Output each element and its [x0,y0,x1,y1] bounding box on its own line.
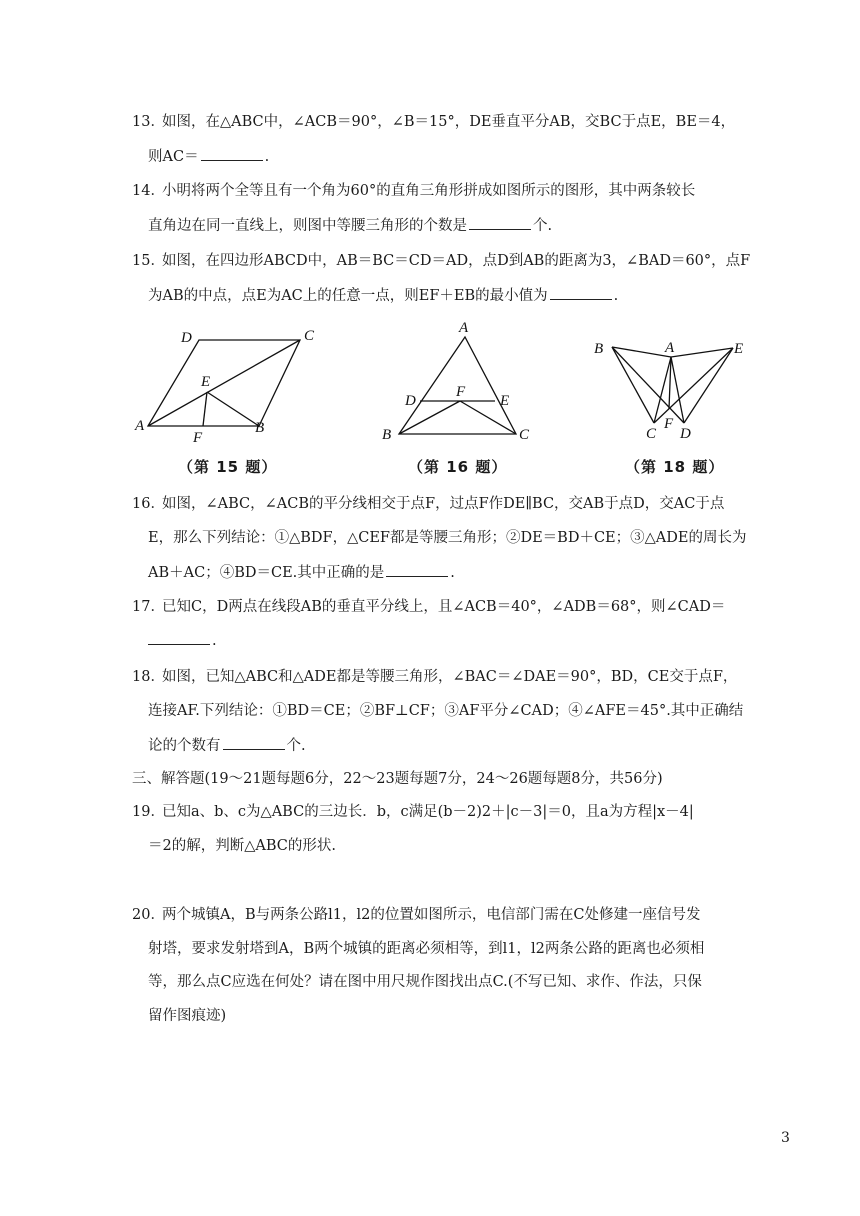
question-text: ＝2的解，判断△ABC的形状. [148,838,336,854]
question-number: 14． [132,183,165,199]
question-text: 小明将两个全等且有一个角为60°的直角三角形拼成如图所示的图形，其中两条较长 [162,183,696,199]
question-text: . [264,149,270,165]
question-number: 13． [132,114,165,130]
question-text: 射塔，要求发射塔到A，B两个城镇的距离必须相等，到l1，l2两条公路的距离也必须相 [148,941,705,957]
section-title: 三、解答题(19～21题每题6分，22～23题每题7分，24～26题每题8分，共56分) [132,771,663,787]
question-text: . [450,565,455,581]
label-B: B [255,420,265,436]
label-F: F [456,384,466,400]
answer-blank[interactable] [550,285,612,300]
question-number: 15． [132,253,165,269]
label-D: D [181,330,192,346]
question-text: . [613,288,619,304]
question-text: AB＋AC；④BD＝CE.其中正确的是 [148,565,385,581]
figure-16-caption: （第 16 题） [408,458,508,476]
figure-15-caption: （第 15 题） [178,458,278,476]
question-text: 连接AF.下列结论：①BD＝CE；②BF⊥CF；③AF平分∠CAD；④∠AFE＝45°.其中正确结 [148,703,744,719]
figure-18 [588,332,758,447]
answer-blank[interactable] [201,146,263,161]
label-A: A [459,320,469,336]
question-text: 直角边在同一直线上，则图中等腰三角形的个数是 [148,218,467,234]
question-number: 16． [132,496,165,512]
figure-18-caption: （第 18 题） [625,458,725,476]
question-text: 两个城镇A，B与两条公路l1，l2的位置如图所示，电信部门需在C处修建一座信号发 [162,907,701,923]
question-text: E，那么下列结论：①△BDF，△CEF都是等腰三角形；②DE＝BD＋CE；③△ADE的周长为 [148,530,747,546]
question-text: 如图，在△ABC中，∠ACB＝90°，∠B＝15°，DE垂直平分AB，交BC于点E，BE＝4， [162,114,736,130]
label-A: A [665,340,675,356]
question-text: 为AB的中点，点E为AC上的任意一点，则EF＋EB的最小值为 [148,288,548,304]
label-A: A [135,418,145,434]
question-text: 则AC＝ [148,149,199,165]
question-text: 已知C，D两点在线段AB的垂直平分线上，且∠ACB＝40°，∠ADB＝68°，则∠CAD＝ [162,599,726,615]
answer-blank[interactable] [223,735,285,750]
question-text: 个. [286,738,306,754]
question-text: 如图，∠ABC，∠ACB的平分线相交于点F，过点F作DE∥BC，交AB于点D，交AC于点 [162,496,725,512]
label-C: C [304,328,315,344]
figure-15 [125,318,325,448]
label-E: E [734,341,744,357]
question-text: 等，那么点C应选在何处？请在图中用尺规作图找出点C.(不写已知、求作、作法，只保 [148,974,702,990]
answer-blank[interactable] [386,562,448,577]
label-D: D [680,426,691,442]
question-text: . [212,633,217,649]
answer-blank[interactable] [148,630,210,645]
question-text: 个. [533,218,553,234]
question-text: 论的个数有 [148,738,221,754]
question-number: 17． [132,599,165,615]
page-number: 3 [781,1130,790,1146]
question-number: 18． [132,669,165,685]
label-C: C [519,427,530,443]
question-text: 已知a、b、c为△ABC的三边长．b，c满足(b－2)2＋|c－3|＝0，且a为方程|x－4| [162,804,694,820]
label-B: B [594,341,604,357]
question-text: 如图，在四边形ABCD中，AB＝BC＝CD＝AD，点D到AB的距离为3，∠BAD＝60°，点F [162,253,751,269]
figure-16 [372,316,542,446]
label-C: C [646,426,657,442]
label-E: E [500,393,510,409]
label-D: D [405,393,416,409]
question-number: 20． [132,907,165,923]
answer-blank[interactable] [469,215,531,230]
question-text: 留作图痕迹) [148,1008,227,1024]
label-F: F [664,416,674,432]
label-B: B [382,427,392,443]
question-text: 如图，已知△ABC和△ADE都是等腰三角形，∠BAC＝∠DAE＝90°，BD，CE交于点F， [162,669,738,685]
label-F: F [193,430,203,446]
label-E: E [201,374,211,390]
question-number: 19． [132,804,165,820]
